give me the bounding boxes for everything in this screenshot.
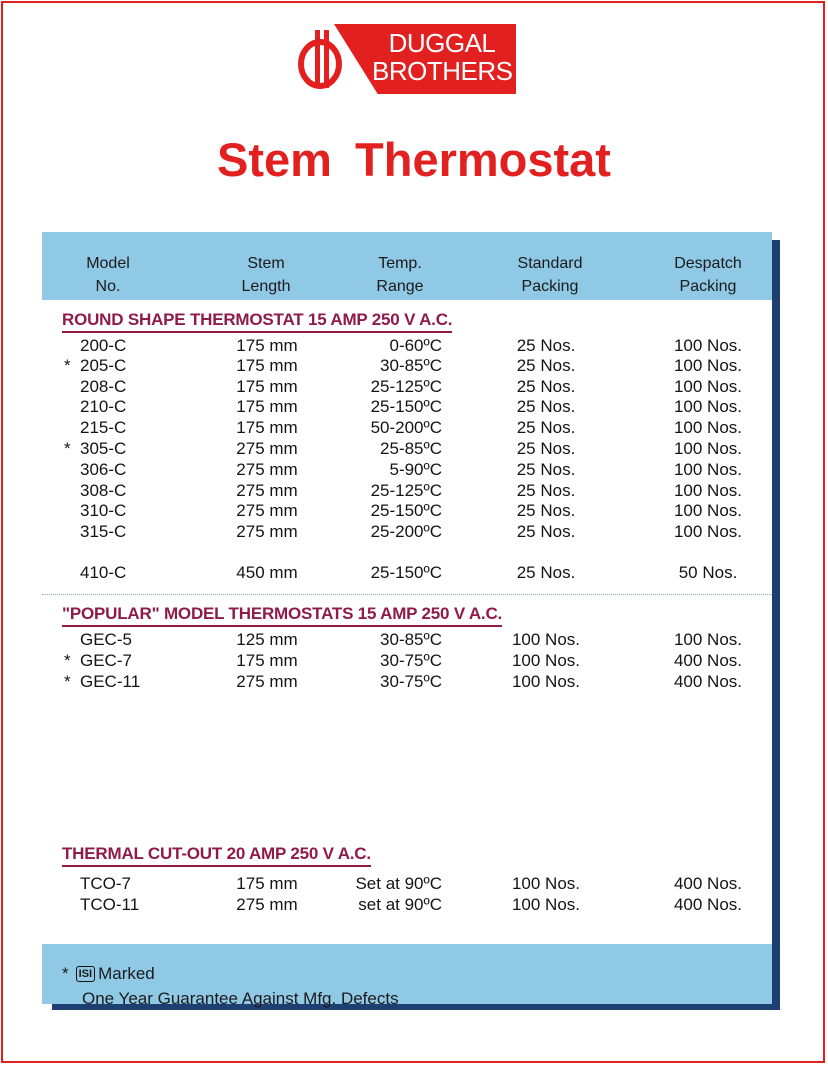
header-standard-line2: Packing: [521, 278, 579, 295]
stem-length: 175 mm: [236, 377, 298, 396]
despatch-packing: 100 Nos.: [673, 522, 743, 541]
temp-range: 30-85ºC: [380, 630, 442, 649]
model-no: TCO-11: [80, 895, 140, 914]
header-model: [48, 252, 168, 298]
standard-packing: 100 Nos.: [511, 874, 581, 893]
despatch-packing: 100 Nos.: [673, 630, 743, 649]
stem-length: 275 mm: [236, 501, 298, 520]
stem-length: 175 mm: [236, 418, 298, 437]
standard-packing: 25 Nos.: [516, 377, 576, 396]
temp-range: 30-75ºC: [380, 672, 442, 691]
table-row: [42, 874, 772, 894]
model-no: 200-C: [80, 336, 127, 355]
standard-packing: 100 Nos.: [511, 895, 581, 914]
standard-packing: 25 Nos.: [516, 501, 576, 520]
table-row: [42, 630, 772, 650]
temp-range: 25-85ºC: [380, 439, 442, 458]
temp-range: 25-150ºC: [370, 501, 442, 520]
model-no: GEC-7: [80, 651, 132, 670]
stem-length: 175 mm: [236, 336, 298, 355]
standard-packing: 25 Nos.: [516, 522, 576, 541]
table-row: [42, 481, 772, 501]
section-title-cutout: THERMAL CUT-OUT 20 AMP 250 V A.C.: [62, 844, 371, 867]
despatch-packing: 100 Nos.: [673, 377, 743, 396]
standard-packing: 100 Nos.: [511, 672, 581, 691]
model-no: 208-C: [80, 377, 127, 396]
isi-marked-text: Marked: [98, 964, 155, 983]
standard-packing: 25 Nos.: [516, 460, 576, 479]
footer-star: *: [62, 964, 69, 983]
temp-range: 25-125ºC: [370, 481, 442, 500]
table-row: [42, 651, 772, 671]
header-model-line1: Model: [86, 255, 130, 272]
header-standard-line1: Standard: [517, 255, 583, 272]
header-temp-line2: Range: [376, 278, 424, 295]
temp-range: 0-60ºC: [389, 336, 442, 355]
brand-monogram-icon: [298, 28, 350, 92]
standard-packing: 25 Nos.: [516, 481, 576, 500]
temp-range: 5-90ºC: [389, 460, 442, 479]
temp-range: 25-150ºC: [370, 397, 442, 416]
stem-length: 275 mm: [236, 895, 298, 914]
temp-range: 30-85ºC: [380, 356, 442, 375]
standard-packing: 25 Nos.: [516, 336, 576, 355]
iso-star: *: [64, 651, 71, 670]
stem-length: 175 mm: [236, 356, 298, 375]
standard-packing: 25 Nos.: [516, 397, 576, 416]
stem-length: 450 mm: [236, 563, 298, 582]
standard-packing: 25 Nos.: [516, 439, 576, 458]
table-row: [42, 397, 772, 417]
temp-range: 25-150ºC: [370, 563, 442, 582]
header-stem-line1: Stem: [247, 255, 285, 272]
despatch-packing: 100 Nos.: [673, 418, 743, 437]
model-no: 210-C: [80, 397, 127, 416]
section-divider: [42, 594, 772, 595]
despatch-packing: 100 Nos.: [673, 460, 743, 479]
brand-logo: [298, 24, 518, 96]
table-row: [42, 501, 772, 521]
model-no: 305-C: [80, 439, 127, 458]
header-stem-line2: Length: [241, 278, 291, 295]
table-row: [42, 563, 772, 583]
model-no: GEC-5: [80, 630, 132, 649]
brand-line2: BROTHERS: [372, 56, 513, 86]
standard-packing: 25 Nos.: [516, 356, 576, 375]
standard-packing: 25 Nos.: [516, 563, 576, 582]
despatch-packing: 100 Nos.: [673, 439, 743, 458]
table-row: [42, 439, 772, 459]
model-no: 315-C: [80, 522, 127, 541]
standard-packing: 100 Nos.: [511, 651, 581, 670]
table-header: [42, 232, 772, 300]
despatch-packing: 100 Nos.: [673, 501, 743, 520]
stem-length: 275 mm: [236, 439, 298, 458]
model-no: 215-C: [80, 418, 127, 437]
iso-star: *: [64, 356, 71, 375]
header-temp-line1: Temp.: [378, 255, 422, 272]
table-row: [42, 336, 772, 356]
header-temp: [340, 252, 460, 298]
despatch-packing: 100 Nos.: [673, 336, 743, 355]
temp-range: 30-75ºC: [380, 651, 442, 670]
stem-length: 175 mm: [236, 874, 298, 893]
header-despatch: [648, 252, 768, 298]
table-row: [42, 460, 772, 480]
model-no: GEC-11: [80, 672, 141, 691]
header-stem: [206, 252, 326, 298]
model-no: TCO-7: [80, 874, 131, 893]
temp-range: set at 90ºC: [358, 895, 442, 914]
temp-range: Set at 90ºC: [355, 874, 442, 893]
temp-range: 25-200ºC: [370, 522, 442, 541]
table-row: [42, 418, 772, 438]
section-title-round: ROUND SHAPE THERMOSTAT 15 AMP 250 V A.C.: [62, 310, 452, 333]
temp-range: 50-200ºC: [370, 418, 442, 437]
model-no: 310-C: [80, 501, 127, 520]
model-no: 308-C: [80, 481, 127, 500]
table-row: [42, 356, 772, 376]
stem-length: 275 mm: [236, 522, 298, 541]
stem-length: 275 mm: [236, 672, 298, 691]
despatch-packing: 400 Nos.: [673, 672, 743, 691]
header-model-line2: No.: [95, 278, 121, 295]
iso-star: *: [64, 439, 71, 458]
table-row: [42, 377, 772, 397]
stem-length: 175 mm: [236, 651, 298, 670]
standard-packing: 100 Nos.: [511, 630, 581, 649]
brand-name: [372, 29, 512, 85]
table-row: [42, 522, 772, 542]
isi-note: [62, 964, 155, 984]
stem-length: 275 mm: [236, 460, 298, 479]
guarantee-note: One Year Guarantee Against Mfg. Defects: [82, 989, 399, 1008]
brand-line1: DUGGAL: [388, 28, 496, 58]
standard-packing: 25 Nos.: [516, 418, 576, 437]
model-no: 205-C: [80, 356, 127, 375]
section-title-popular: "POPULAR" MODEL THERMOSTATS 15 AMP 250 V A.C.: [62, 604, 502, 627]
table-footer: [42, 944, 772, 1008]
despatch-packing: 100 Nos.: [673, 397, 743, 416]
model-no: 410-C: [80, 563, 127, 582]
stem-length: 125 mm: [236, 630, 298, 649]
product-table-card: [42, 232, 772, 1008]
model-no: 306-C: [80, 460, 127, 479]
despatch-packing: 400 Nos.: [673, 874, 743, 893]
header-despatch-line1: Despatch: [674, 255, 742, 272]
isi-mark-icon: ISI: [76, 966, 95, 982]
despatch-packing: 100 Nos.: [673, 356, 743, 375]
despatch-packing: 400 Nos.: [673, 651, 743, 670]
stem-length: 175 mm: [236, 397, 298, 416]
stem-length: 275 mm: [236, 481, 298, 500]
page-title: Stem Thermostat: [217, 133, 611, 186]
table-row: [42, 895, 772, 915]
header-standard: [490, 252, 610, 298]
iso-star: *: [64, 672, 71, 691]
temp-range: 25-125ºC: [370, 377, 442, 396]
despatch-packing: 400 Nos.: [673, 895, 743, 914]
despatch-packing: 100 Nos.: [673, 481, 743, 500]
header-despatch-line2: Packing: [679, 278, 737, 295]
despatch-packing: 50 Nos.: [678, 563, 738, 582]
table-row: [42, 672, 772, 692]
